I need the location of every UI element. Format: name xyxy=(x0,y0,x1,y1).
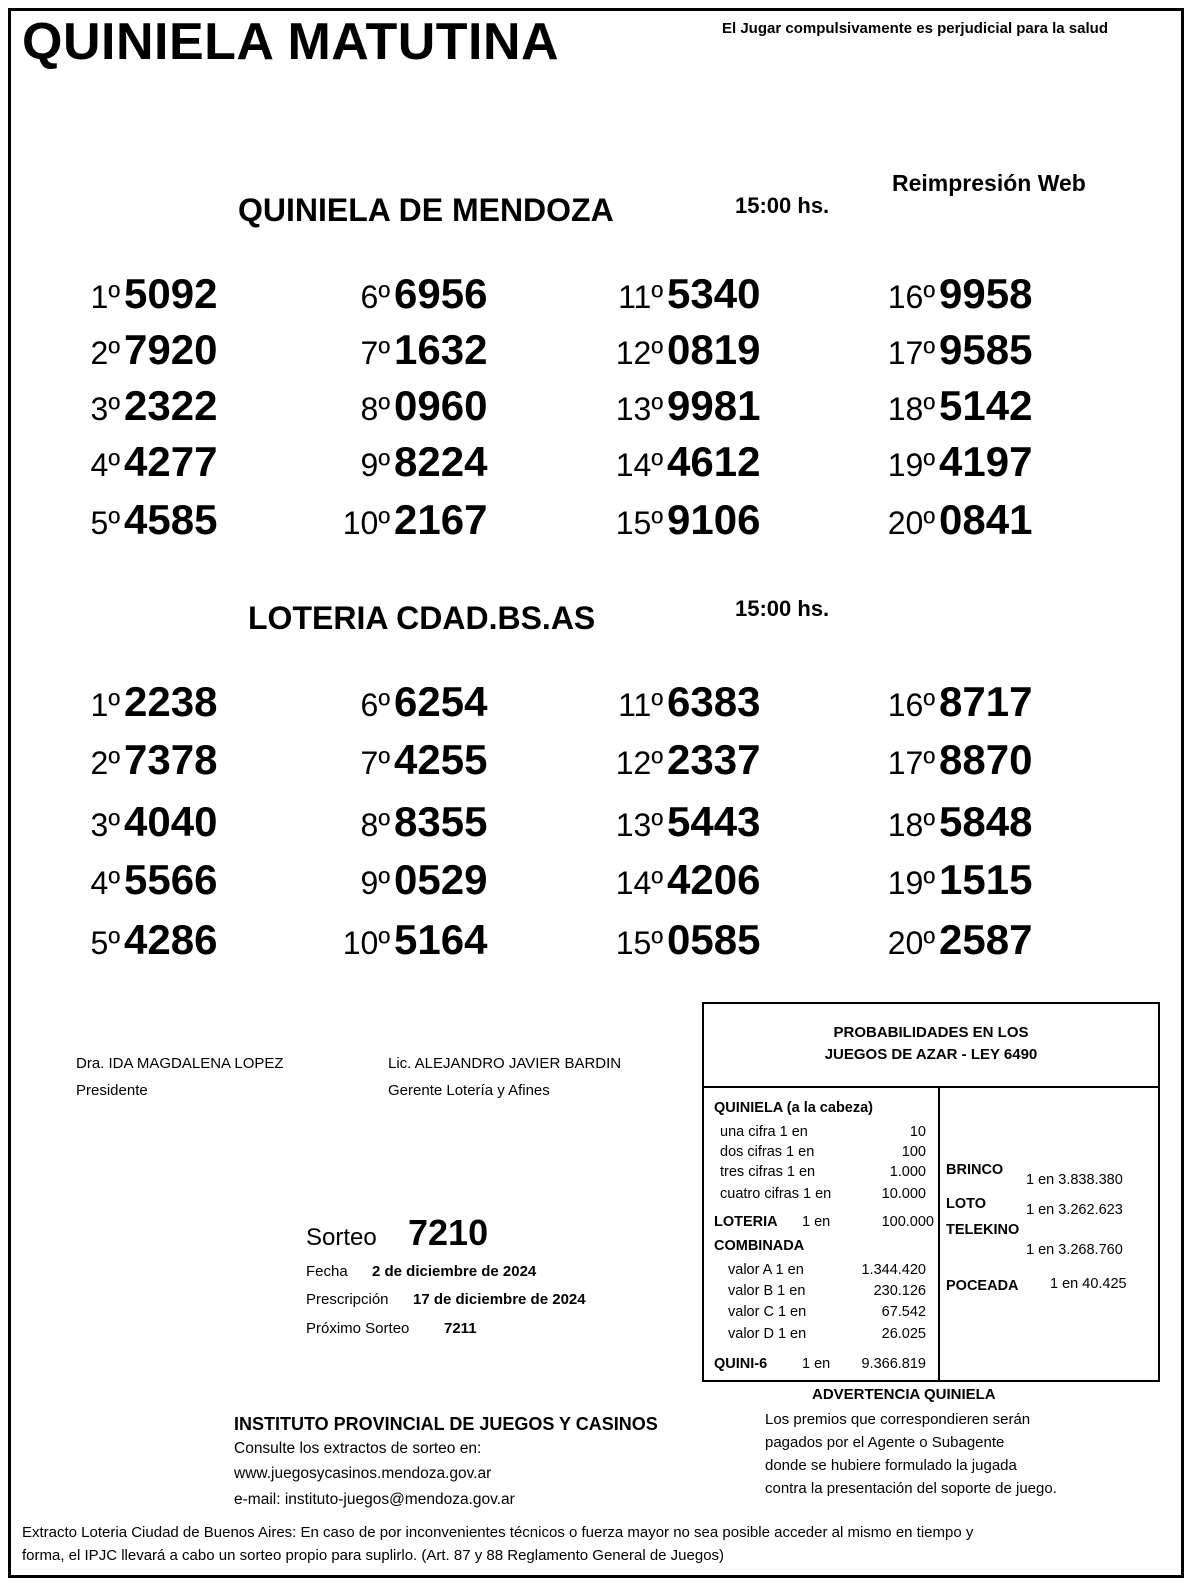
institute-line: Consulte los extractos de sorteo en: xyxy=(234,1440,482,1457)
result-cell xyxy=(330,856,590,904)
result-number: 4040 xyxy=(124,798,218,845)
result-number: 1515 xyxy=(939,856,1033,903)
bsas-title: LOTERIA CDAD.BS.AS xyxy=(248,600,596,636)
result-position: 4º xyxy=(90,865,120,901)
result-number: 8355 xyxy=(394,798,488,845)
quiniela-prob-title: QUINIELA (a la cabeza) xyxy=(714,1100,874,1116)
result-position: 14º xyxy=(615,447,663,483)
president-name: Dra. IDA MAGDALENA LOPEZ xyxy=(76,1055,284,1072)
result-number: 2167 xyxy=(394,496,488,543)
combinada-row-value: 26.025 xyxy=(881,1326,926,1342)
combinada-row-value: 67.542 xyxy=(881,1304,926,1320)
result-number: 8870 xyxy=(939,736,1033,783)
result-position: 6º xyxy=(360,687,390,723)
result-number: 4255 xyxy=(394,736,488,783)
result-number: 5566 xyxy=(124,856,218,903)
result-position: 5º xyxy=(90,505,120,541)
combinada-row-label: valor D 1 en xyxy=(728,1326,807,1342)
result-cell xyxy=(875,496,1135,544)
proximo-label: Próximo Sorteo xyxy=(306,1320,410,1337)
probabilities-box xyxy=(702,1002,1160,1382)
result-cell xyxy=(60,856,320,904)
result-position: 14º xyxy=(615,865,663,901)
result-position: 17º xyxy=(887,335,935,371)
combinada-row-label: valor B 1 en xyxy=(728,1283,806,1299)
result-number: 4206 xyxy=(667,856,761,903)
result-cell xyxy=(60,678,320,726)
result-cell xyxy=(330,382,590,430)
probabilities-title-1: PROBABILIDADES EN LOS xyxy=(833,1024,1029,1041)
result-number: 2238 xyxy=(124,678,218,725)
result-number: 5092 xyxy=(124,270,218,317)
proximo-value: 7211 xyxy=(444,1320,477,1337)
result-position: 13º xyxy=(615,807,663,843)
result-number: 4585 xyxy=(124,496,218,543)
loteria-prob-one-in: 1 en xyxy=(802,1214,831,1230)
result-cell xyxy=(330,736,590,784)
result-cell xyxy=(330,270,590,318)
institute-email-link[interactable]: e-mail: instituto-juegos@mendoza.gov.ar xyxy=(234,1491,515,1508)
result-position: 18º xyxy=(887,391,935,427)
result-number: 5340 xyxy=(667,270,761,317)
institute-website-link[interactable]: www.juegosycasinos.mendoza.gov.ar xyxy=(234,1465,492,1482)
result-cell xyxy=(875,438,1135,486)
result-cell xyxy=(60,326,320,374)
result-number: 6956 xyxy=(394,270,488,317)
combinada-row-value: 1.344.420 xyxy=(861,1262,926,1278)
quini6-prob-one-in: 1 en xyxy=(802,1356,831,1372)
result-cell xyxy=(330,678,590,726)
advertencia-line: donde se hubiere formulado la jugada xyxy=(765,1457,1017,1474)
result-cell xyxy=(60,496,320,544)
result-position: 16º xyxy=(887,687,935,723)
result-number: 0960 xyxy=(394,382,488,429)
prescripcion-label: Prescripción xyxy=(306,1291,389,1308)
quiniela-row-label: cuatro cifras 1 en xyxy=(720,1186,832,1202)
result-position: 15º xyxy=(615,925,663,961)
result-number: 7920 xyxy=(124,326,218,373)
manager-name: Lic. ALEJANDRO JAVIER BARDIN xyxy=(388,1055,622,1072)
result-position: 10º xyxy=(342,505,390,541)
advertencia-title: ADVERTENCIA QUINIELA xyxy=(812,1386,996,1403)
result-cell xyxy=(875,678,1135,726)
telekino-prob-label: TELEKINO xyxy=(946,1222,1020,1238)
loteria-prob-value: 100.000 xyxy=(881,1214,934,1230)
reprint-label: Reimpresión Web xyxy=(892,170,1086,196)
combinada-row-label: valor C 1 en xyxy=(728,1304,807,1320)
result-position: 19º xyxy=(887,865,935,901)
result-cell xyxy=(603,382,863,430)
result-position: 8º xyxy=(360,391,390,427)
result-position: 12º xyxy=(615,335,663,371)
sorteo-number: 7210 xyxy=(408,1212,489,1253)
result-position: 9º xyxy=(360,865,390,901)
probabilities-left-column xyxy=(704,1088,940,1380)
result-number: 1632 xyxy=(394,326,488,373)
result-number: 9585 xyxy=(939,326,1033,373)
result-position: 7º xyxy=(360,335,390,371)
result-cell xyxy=(603,326,863,374)
quiniela-row-label: dos cifras 1 en xyxy=(720,1144,815,1160)
result-number: 9106 xyxy=(667,496,761,543)
footer-line: forma, el IPJC llevará a cabo un sorteo propio para suplirlo. (Art. 87 y 88 Reglamento General de Juegos) xyxy=(22,1547,725,1564)
result-number: 7378 xyxy=(124,736,218,783)
quiniela-row-value: 10.000 xyxy=(881,1186,926,1202)
result-position: 16º xyxy=(887,279,935,315)
result-number: 5142 xyxy=(939,382,1033,429)
page-title: QUINIELA MATUTINA xyxy=(22,13,560,71)
result-cell xyxy=(330,916,590,964)
loteria-prob-label: LOTERIA xyxy=(714,1214,778,1230)
result-number: 5443 xyxy=(667,798,761,845)
result-number: 9981 xyxy=(667,382,761,429)
result-cell xyxy=(875,798,1135,846)
quini6-prob-value: 9.366.819 xyxy=(861,1356,926,1372)
result-cell xyxy=(330,496,590,544)
result-number: 2337 xyxy=(667,736,761,783)
result-number: 6383 xyxy=(667,678,761,725)
fecha-label: Fecha xyxy=(306,1263,348,1280)
result-position: 9º xyxy=(360,447,390,483)
result-cell xyxy=(875,856,1135,904)
result-cell xyxy=(603,270,863,318)
result-cell xyxy=(603,856,863,904)
result-cell xyxy=(603,916,863,964)
result-cell xyxy=(60,270,320,318)
result-number: 5848 xyxy=(939,798,1033,845)
result-cell xyxy=(60,438,320,486)
combinada-prob-title: COMBINADA xyxy=(714,1238,805,1254)
result-cell xyxy=(603,736,863,784)
probabilities-header xyxy=(704,1004,1158,1088)
result-number: 4612 xyxy=(667,438,761,485)
quiniela-row-value: 100 xyxy=(901,1144,926,1160)
result-position: 1º xyxy=(90,279,120,315)
result-position: 1º xyxy=(90,687,120,723)
result-number: 0529 xyxy=(394,856,488,903)
mendoza-title: QUINIELA DE MENDOZA xyxy=(238,192,614,228)
result-position: 3º xyxy=(90,807,120,843)
advertencia-text xyxy=(765,1408,1057,1500)
advertencia-line: pagados por el Agente o Subagente xyxy=(765,1434,1005,1451)
quiniela-row-value: 1.000 xyxy=(889,1164,926,1180)
result-number: 2587 xyxy=(939,916,1033,963)
quiniela-row-label: tres cifras 1 en xyxy=(720,1164,816,1180)
result-number: 4197 xyxy=(939,438,1033,485)
result-position: 8º xyxy=(360,807,390,843)
combinada-row-value: 230.126 xyxy=(873,1283,926,1299)
brinco-prob-value: 1 en 3.838.380 xyxy=(1026,1172,1123,1188)
result-number: 0841 xyxy=(939,496,1033,543)
result-number: 9958 xyxy=(939,270,1033,317)
result-cell xyxy=(330,438,590,486)
result-cell xyxy=(875,270,1135,318)
result-position: 3º xyxy=(90,391,120,427)
advertencia-line: Los premios que correspondieren serán xyxy=(765,1411,1031,1428)
result-position: 20º xyxy=(887,505,935,541)
poceada-prob-value: 1 en 40.425 xyxy=(1050,1276,1127,1292)
quiniela-row-value: 10 xyxy=(909,1124,926,1140)
gambling-warning: El Jugar compulsivamente es perjudicial para la salud xyxy=(722,20,1108,37)
result-cell xyxy=(60,382,320,430)
result-position: 13º xyxy=(615,391,663,427)
result-cell xyxy=(875,916,1135,964)
result-position: 12º xyxy=(615,745,663,781)
result-number: 2322 xyxy=(124,382,218,429)
institute-name: INSTITUTO PROVINCIAL DE JUEGOS Y CASINOS xyxy=(234,1414,658,1434)
result-cell xyxy=(603,678,863,726)
result-position: 11º xyxy=(618,279,663,315)
result-number: 6254 xyxy=(394,678,488,725)
advertencia-line: contra la presentación del soporte de juego. xyxy=(765,1480,1057,1497)
combinada-row-label: valor A 1 en xyxy=(728,1262,804,1278)
result-number: 5164 xyxy=(394,916,488,963)
result-position: 7º xyxy=(360,745,390,781)
loto-prob-label: LOTO xyxy=(946,1196,987,1212)
sorteo-label: Sorteo xyxy=(306,1224,377,1251)
president-role: Presidente xyxy=(76,1082,148,1099)
result-cell xyxy=(875,736,1135,784)
result-number: 8717 xyxy=(939,678,1033,725)
result-number: 4277 xyxy=(124,438,218,485)
result-cell xyxy=(603,438,863,486)
footer-line: Extracto Loteria Ciudad de Buenos Aires: En caso de por inconvenientes técnicos o fuerza mayor no sea posible acceder al mismo en tiempo y xyxy=(22,1524,974,1541)
result-cell xyxy=(603,798,863,846)
poceada-prob-label: POCEADA xyxy=(946,1278,1019,1294)
result-cell xyxy=(875,326,1135,374)
prescripcion-value: 17 de diciembre de 2024 xyxy=(413,1291,586,1308)
quiniela-row-label: una cifra 1 en xyxy=(720,1124,808,1140)
result-position: 15º xyxy=(615,505,663,541)
result-cell xyxy=(60,736,320,784)
loto-prob-value: 1 en 3.262.623 xyxy=(1026,1202,1123,1218)
result-number: 0585 xyxy=(667,916,761,963)
result-number: 0819 xyxy=(667,326,761,373)
result-position: 19º xyxy=(887,447,935,483)
result-number: 4286 xyxy=(124,916,218,963)
quini6-prob-label: QUINI-6 xyxy=(714,1356,768,1372)
fecha-value: 2 de diciembre de 2024 xyxy=(372,1263,537,1280)
result-cell xyxy=(60,916,320,964)
result-cell xyxy=(603,496,863,544)
result-position: 20º xyxy=(887,925,935,961)
result-position: 2º xyxy=(90,745,120,781)
result-position: 6º xyxy=(360,279,390,315)
brinco-prob-label: BRINCO xyxy=(946,1162,1004,1178)
result-position: 5º xyxy=(90,925,120,961)
result-position: 18º xyxy=(887,807,935,843)
result-position: 11º xyxy=(618,687,663,723)
result-position: 17º xyxy=(887,745,935,781)
telekino-prob-value: 1 en 3.268.760 xyxy=(1026,1242,1123,1258)
result-cell xyxy=(875,382,1135,430)
mendoza-time: 15:00 hs. xyxy=(735,193,830,218)
result-cell xyxy=(330,326,590,374)
result-number: 8224 xyxy=(394,438,488,485)
result-cell xyxy=(330,798,590,846)
result-position: 2º xyxy=(90,335,120,371)
manager-role: Gerente Lotería y Afines xyxy=(388,1082,550,1099)
result-position: 4º xyxy=(90,447,120,483)
result-position: 10º xyxy=(342,925,390,961)
bsas-time: 15:00 hs. xyxy=(735,596,830,621)
probabilities-title-2: JUEGOS DE AZAR - LEY 6490 xyxy=(824,1046,1038,1063)
result-cell xyxy=(60,798,320,846)
